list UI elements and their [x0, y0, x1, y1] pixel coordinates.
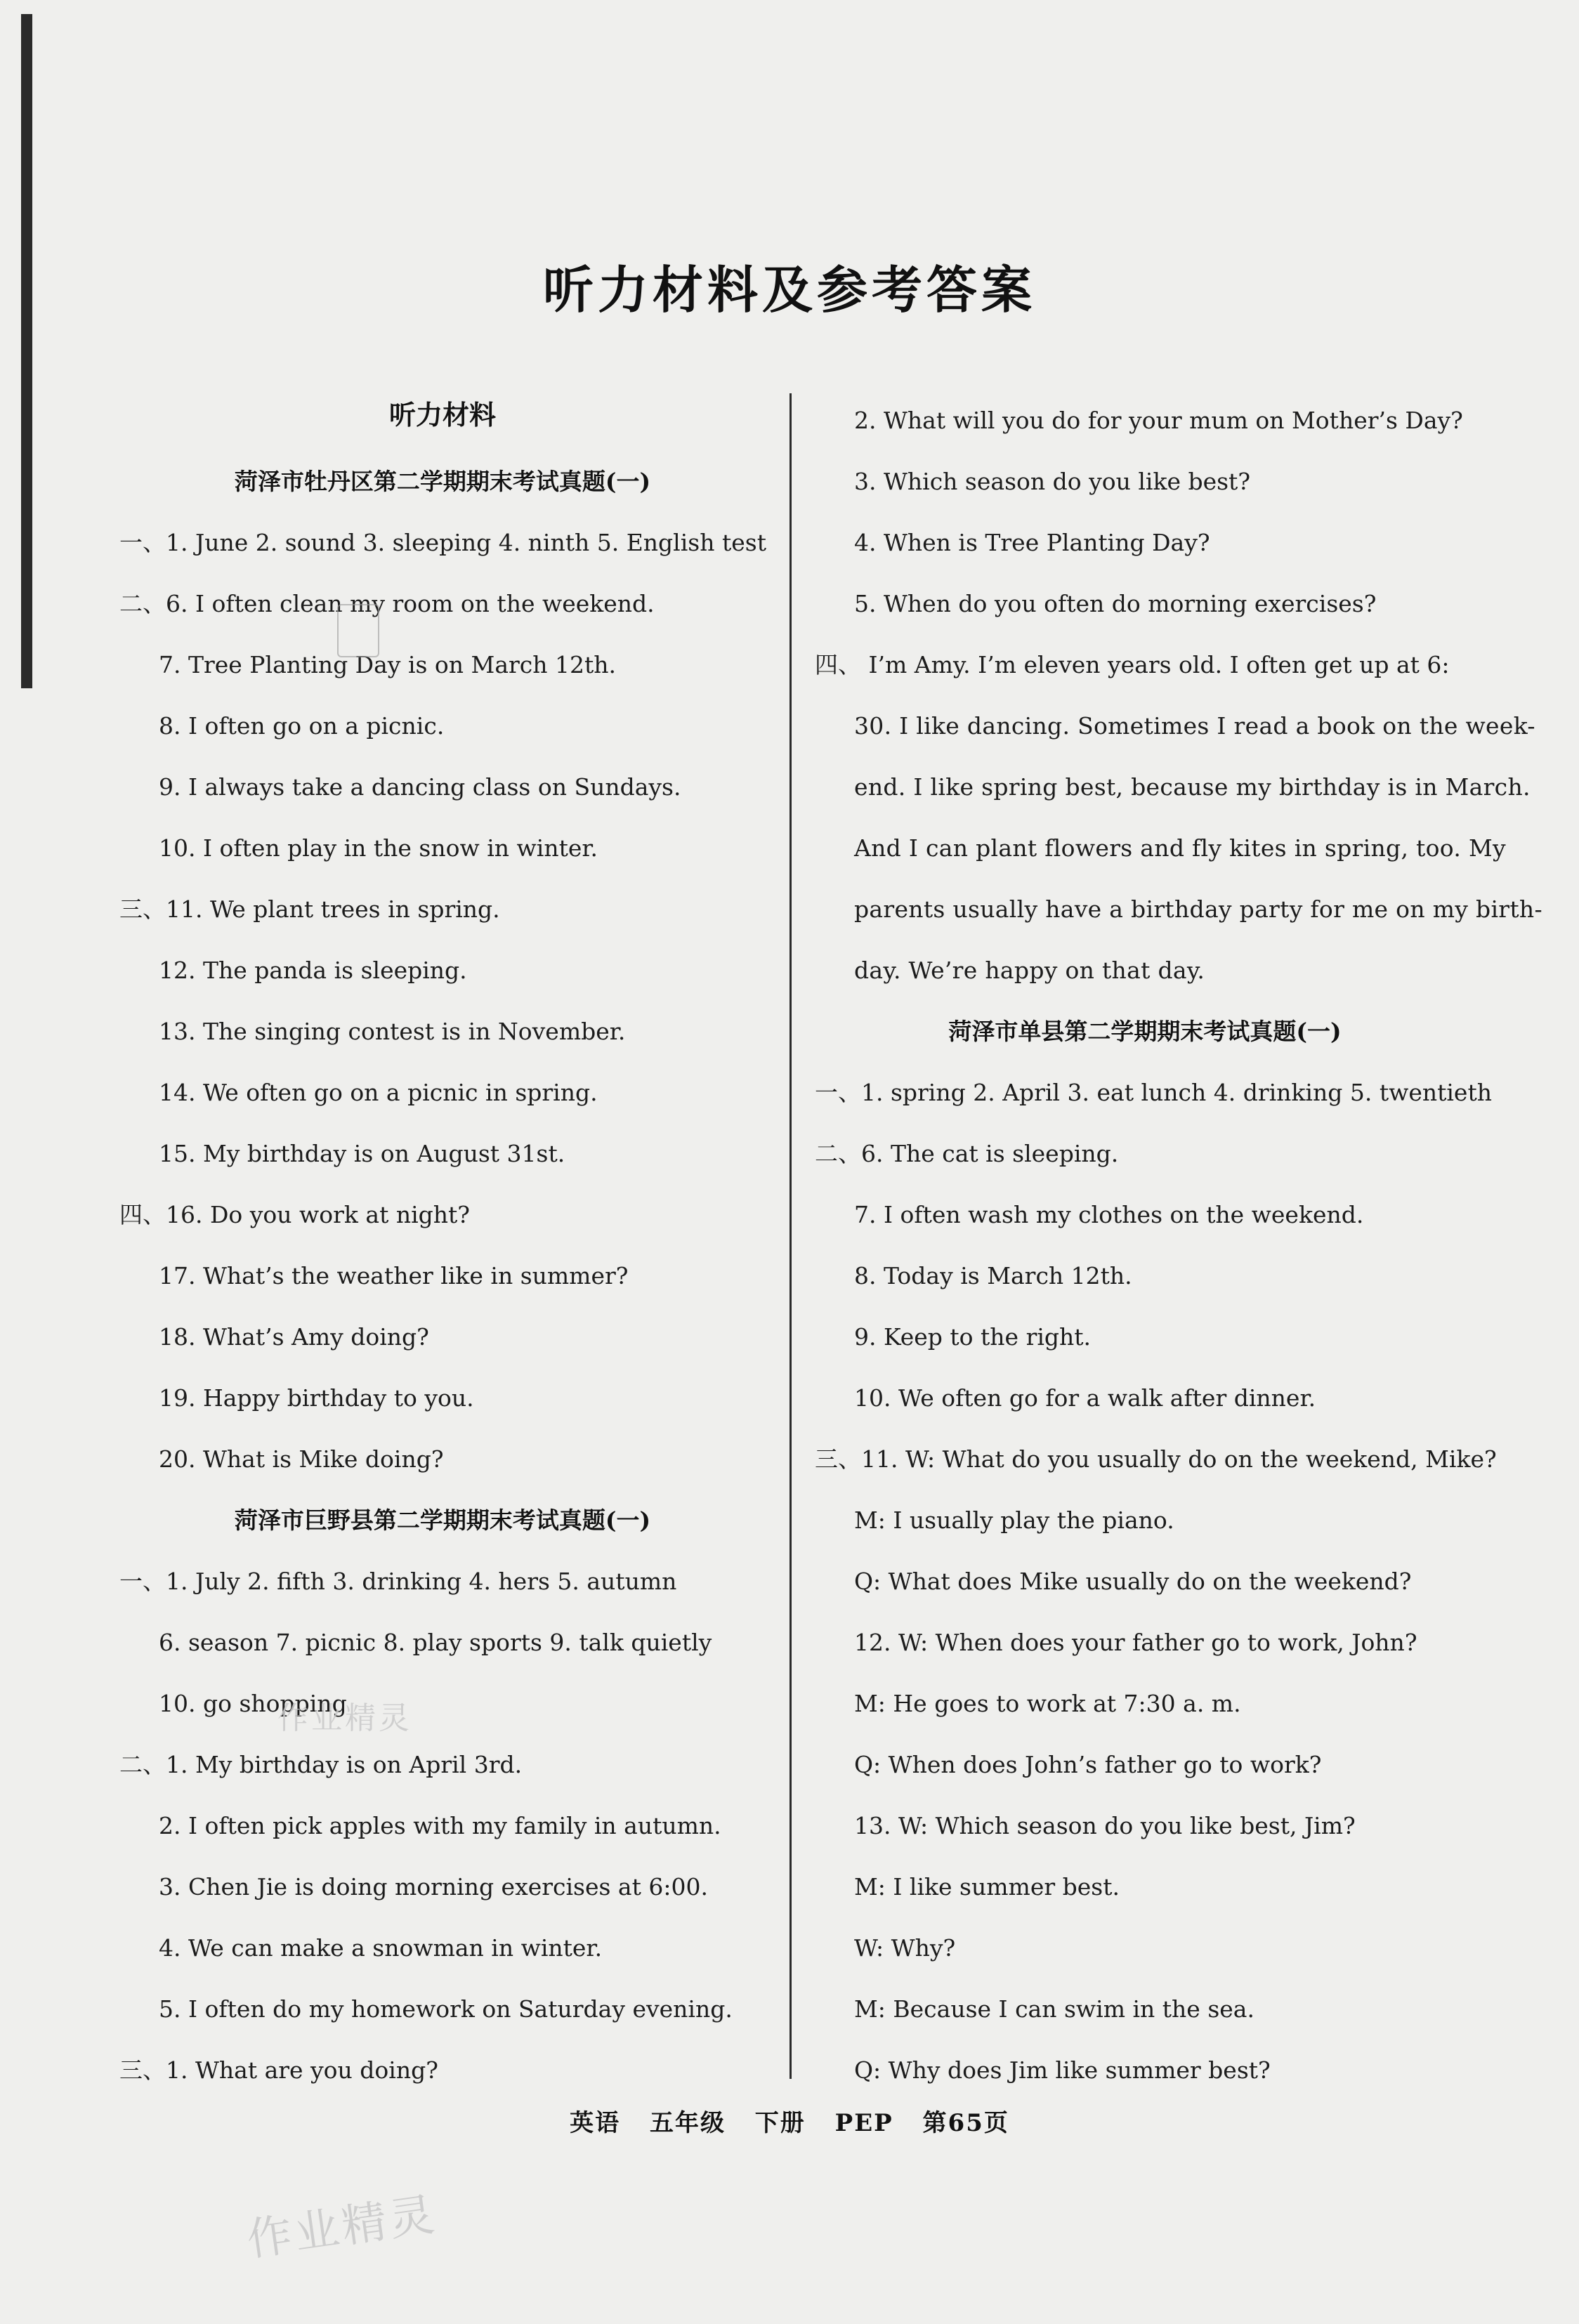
- dialogue-line: M: Because I can swim in the sea.: [854, 1995, 1254, 2023]
- passage-line: day. We’re happy on that day.: [854, 957, 1205, 984]
- answer-line: 2. I often pick apples with my family in autumn.: [159, 1812, 721, 1839]
- answer-line: 17. What’s the weather like in summer?: [159, 1262, 629, 1289]
- dialogue-line: M: I usually play the piano.: [854, 1506, 1174, 1534]
- answer-line: 9. I always take a dancing class on Sundays.: [159, 773, 681, 801]
- left-column: [119, 390, 766, 2101]
- answer-line: 19. Happy birthday to you.: [159, 1384, 474, 1412]
- question-group-line: 四、 I’m Amy. I’m eleven years old. I often get up at 6:: [815, 651, 1450, 678]
- question-group-line: 一、1. spring 2. April 3. eat lunch 4. drinking 5. twentieth: [815, 1079, 1492, 1106]
- right-column: [815, 390, 1542, 2101]
- answer-line: 6. season 7. picnic 8. play sports 9. talk quietly: [159, 1629, 712, 1656]
- answer-line: 14. We often go on a picnic in spring.: [159, 1079, 598, 1106]
- page-title: 听力材料及参考答案: [542, 260, 1036, 320]
- section-title: 听力材料: [388, 399, 496, 431]
- watermark-logo: 作业精灵: [244, 2188, 440, 2267]
- answer-line: 2. What will you do for your mum on Mother’s Day?: [854, 407, 1463, 434]
- answer-line: 12. W: When does your father go to work, John?: [854, 1629, 1417, 1656]
- footer-grade: 五年级: [649, 2109, 726, 2137]
- exam-title: 菏泽市单县第二学期期末考试真题(一): [948, 1018, 1342, 1045]
- passage-line: end. I like spring best, because my birthday is in March.: [854, 773, 1531, 801]
- question-group-line: 三、11. We plant trees in spring.: [119, 895, 500, 923]
- footer-edition: PEP: [834, 2109, 893, 2137]
- watermark-text: 作业精灵: [277, 1700, 412, 1736]
- answer-line: 15. My birthday is on August 31st.: [159, 1140, 565, 1167]
- scan-edge-bar: [21, 14, 32, 688]
- dialogue-line: M: I like summer best.: [854, 1873, 1120, 1900]
- exam-title: 菏泽市巨野县第二学期期末考试真题(一): [234, 1506, 651, 1534]
- question-group-line: 三、11. W: What do you usually do on the weekend, Mike?: [815, 1445, 1497, 1473]
- passage-line: parents usually have a birthday party for me on my birth-: [854, 895, 1542, 923]
- answer-line: 5. When do you often do morning exercises?: [854, 590, 1377, 617]
- footer-volume: 下册: [754, 2109, 806, 2137]
- dialogue-line: W: Why?: [854, 1934, 956, 1962]
- dialogue-line: Q: When does John’s father go to work?: [854, 1751, 1322, 1778]
- column-divider: [789, 393, 792, 2079]
- answer-line: 9. Keep to the right.: [854, 1323, 1092, 1351]
- answer-line: 4. We can make a snowman in winter.: [159, 1934, 603, 1962]
- answer-line: 12. The panda is sleeping.: [159, 957, 467, 984]
- passage-line: And I can plant flowers and fly kites in spring, too. My: [854, 834, 1506, 862]
- dialogue-line: Q: Why does Jim like summer best?: [854, 2056, 1271, 2084]
- answer-line: 13. W: Which season do you like best, Jim?: [854, 1812, 1356, 1839]
- answer-line: 10. We often go for a walk after dinner.: [854, 1384, 1316, 1412]
- question-group-line: 一、1. June 2. sound 3. sleeping 4. ninth 5. English test: [119, 529, 766, 556]
- answer-line: 8. I often go on a picnic.: [159, 712, 445, 740]
- exam-title: 菏泽市牡丹区第二学期期末考试真题(一): [234, 468, 651, 495]
- answer-line: 7. Tree Planting Day is on March 12th.: [159, 651, 616, 678]
- answer-line: 13. The singing contest is in November.: [159, 1018, 626, 1045]
- answer-line: 4. When is Tree Planting Day?: [854, 529, 1210, 556]
- question-group-line: 四、16. Do you work at night?: [119, 1201, 470, 1228]
- question-group-line: 二、1. My birthday is on April 3rd.: [119, 1751, 523, 1778]
- answer-line: 10. I often play in the snow in winter.: [159, 834, 598, 862]
- passage-line: 30. I like dancing. Sometimes I read a book on the week-: [854, 712, 1535, 740]
- question-group-line: 三、1. What are you doing?: [119, 2056, 438, 2084]
- footer-page-number: 第65页: [922, 2109, 1009, 2137]
- answer-line: 3. Chen Jie is doing morning exercises at 6:00.: [159, 1873, 708, 1900]
- stamp-mark: [337, 604, 379, 657]
- footer-subject: 英语: [570, 2109, 621, 2137]
- answer-line: 18. What’s Amy doing?: [159, 1323, 429, 1351]
- question-group-line: 一、1. July 2. fifth 3. drinking 4. hers 5. autumn: [119, 1568, 677, 1595]
- dialogue-line: M: He goes to work at 7:30 a. m.: [854, 1690, 1241, 1717]
- dialogue-line: Q: What does Mike usually do on the weekend?: [854, 1568, 1412, 1595]
- answer-line: 20. What is Mike doing?: [159, 1445, 444, 1473]
- answer-line: 7. I often wash my clothes on the weekend.: [854, 1201, 1364, 1228]
- page-footer: [0, 2103, 1579, 2138]
- answer-line: 10. go shopping: [159, 1690, 347, 1717]
- answer-line: 8. Today is March 12th.: [854, 1262, 1132, 1289]
- answer-line: 5. I often do my homework on Saturday evening.: [159, 1995, 733, 2023]
- question-group-line: 二、6. I often clean my room on the weekend.: [119, 590, 655, 617]
- question-group-line: 二、6. The cat is sleeping.: [815, 1140, 1119, 1167]
- answer-line: 3. Which season do you like best?: [854, 468, 1251, 495]
